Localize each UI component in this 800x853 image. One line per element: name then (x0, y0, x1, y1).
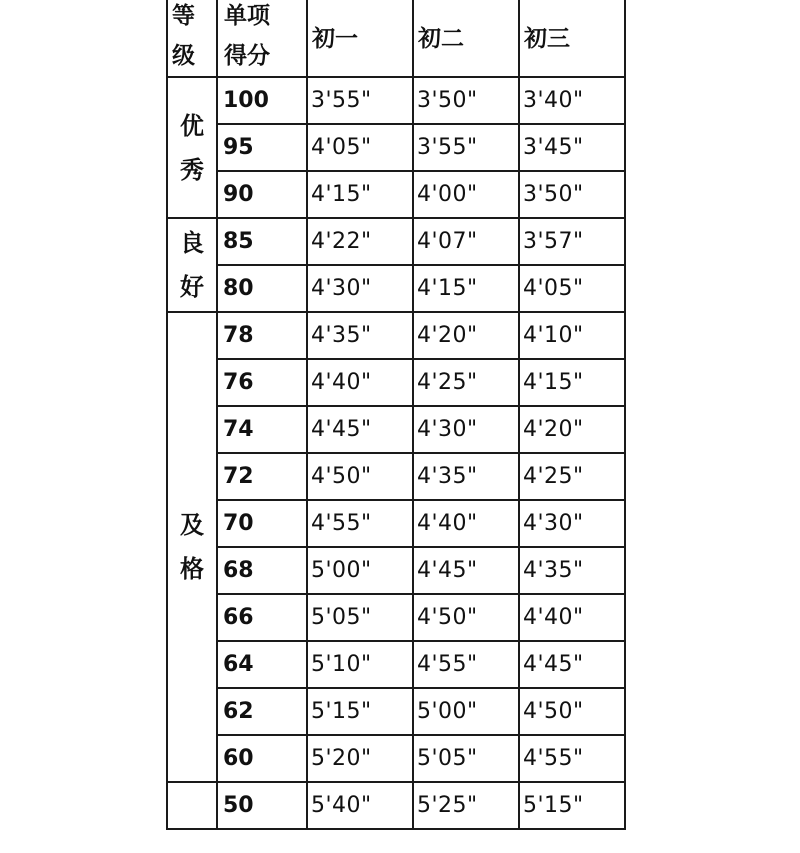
time-grade3-cell: 4'35" (519, 547, 625, 594)
header-score-line1: 单项 (224, 3, 270, 29)
header-grade-line2: 级 (172, 43, 195, 69)
score-cell: 62 (217, 688, 307, 735)
header-grade-cell (167, 0, 217, 77)
score-cell: 50 (217, 782, 307, 829)
table-row (167, 735, 625, 782)
table-row (167, 782, 625, 829)
time-grade2-cell: 4'35" (413, 453, 519, 500)
grade-level-char: 秀 (180, 155, 204, 184)
time-grade1-cell: 5'40" (307, 782, 413, 829)
header-grade3: 初三 (519, 0, 625, 77)
time-grade3-cell: 4'05" (519, 265, 625, 312)
time-grade3-cell: 4'25" (519, 453, 625, 500)
time-grade1-cell: 4'45" (307, 406, 413, 453)
table-row (167, 594, 625, 641)
time-grade2-cell: 5'00" (413, 688, 519, 735)
time-grade2-cell: 5'05" (413, 735, 519, 782)
time-grade3-cell: 4'15" (519, 359, 625, 406)
score-cell: 95 (217, 124, 307, 171)
score-cell: 74 (217, 406, 307, 453)
time-grade2-cell: 5'25" (413, 782, 519, 829)
grade-level-cell (167, 782, 217, 829)
time-grade1-cell: 3'55" (307, 77, 413, 124)
score-cell: 66 (217, 594, 307, 641)
score-cell: 70 (217, 500, 307, 547)
time-grade1-cell: 5'20" (307, 735, 413, 782)
time-grade1-cell: 4'30" (307, 265, 413, 312)
table-row (167, 171, 625, 218)
time-grade1-cell: 4'22" (307, 218, 413, 265)
time-grade1-cell: 5'10" (307, 641, 413, 688)
time-grade2-cell: 4'25" (413, 359, 519, 406)
time-grade3-cell: 3'45" (519, 124, 625, 171)
grade-level-char: 好 (180, 273, 204, 301)
table-row (167, 312, 625, 359)
score-cell: 90 (217, 171, 307, 218)
header-grade1: 初一 (307, 0, 413, 77)
time-grade2-cell: 4'07" (413, 218, 519, 265)
grade-level-char: 良 (180, 229, 204, 257)
table-row (167, 265, 625, 312)
table-row (167, 453, 625, 500)
grade-level-cell (167, 218, 217, 312)
time-grade1-cell: 4'35" (307, 312, 413, 359)
header-grade2: 初二 (413, 0, 519, 77)
table-row (167, 641, 625, 688)
time-grade2-cell: 3'50" (413, 77, 519, 124)
time-grade2-cell: 4'40" (413, 500, 519, 547)
score-cell: 60 (217, 735, 307, 782)
table-row (167, 547, 625, 594)
time-grade3-cell: 4'10" (519, 312, 625, 359)
time-grade1-cell: 4'05" (307, 124, 413, 171)
time-grade2-cell: 4'30" (413, 406, 519, 453)
table-row (167, 218, 625, 265)
time-grade2-cell: 3'55" (413, 124, 519, 171)
score-cell: 68 (217, 547, 307, 594)
score-cell: 64 (217, 641, 307, 688)
table-row (167, 77, 625, 124)
table-row (167, 688, 625, 735)
table-row (167, 124, 625, 171)
time-grade1-cell: 5'15" (307, 688, 413, 735)
score-cell: 72 (217, 453, 307, 500)
header-score-line2: 得分 (224, 43, 270, 69)
time-grade3-cell: 4'50" (519, 688, 625, 735)
time-grade1-cell: 5'00" (307, 547, 413, 594)
score-table (166, 0, 626, 830)
score-cell: 78 (217, 312, 307, 359)
time-grade1-cell: 4'40" (307, 359, 413, 406)
time-grade2-cell: 4'00" (413, 171, 519, 218)
grade-level-cell (167, 77, 217, 218)
score-table-body (167, 0, 625, 829)
time-grade3-cell: 3'40" (519, 77, 625, 124)
header-grade-line1: 等 (172, 3, 195, 29)
time-grade2-cell: 4'50" (413, 594, 519, 641)
table-row (167, 406, 625, 453)
grade-level-cell (167, 312, 217, 782)
header-row (167, 0, 625, 77)
table-row (167, 500, 625, 547)
time-grade2-cell: 4'20" (413, 312, 519, 359)
table-row (167, 359, 625, 406)
time-grade2-cell: 4'55" (413, 641, 519, 688)
grade-level-char: 格 (180, 555, 204, 583)
time-grade2-cell: 4'15" (413, 265, 519, 312)
time-grade1-cell: 4'55" (307, 500, 413, 547)
time-grade3-cell: 3'57" (519, 218, 625, 265)
time-grade3-cell: 4'30" (519, 500, 625, 547)
time-grade1-cell: 4'15" (307, 171, 413, 218)
time-grade3-cell: 4'55" (519, 735, 625, 782)
header-score-cell (217, 0, 307, 77)
time-grade3-cell: 4'45" (519, 641, 625, 688)
score-cell: 76 (217, 359, 307, 406)
grade-level-char: 优 (180, 111, 204, 140)
grade-level-char: 及 (180, 511, 204, 539)
score-cell: 100 (217, 77, 307, 124)
time-grade3-cell: 3'50" (519, 171, 625, 218)
time-grade3-cell: 4'40" (519, 594, 625, 641)
score-cell: 80 (217, 265, 307, 312)
score-cell: 85 (217, 218, 307, 265)
time-grade3-cell: 4'20" (519, 406, 625, 453)
time-grade3-cell: 5'15" (519, 782, 625, 829)
time-grade2-cell: 4'45" (413, 547, 519, 594)
time-grade1-cell: 5'05" (307, 594, 413, 641)
time-grade1-cell: 4'50" (307, 453, 413, 500)
